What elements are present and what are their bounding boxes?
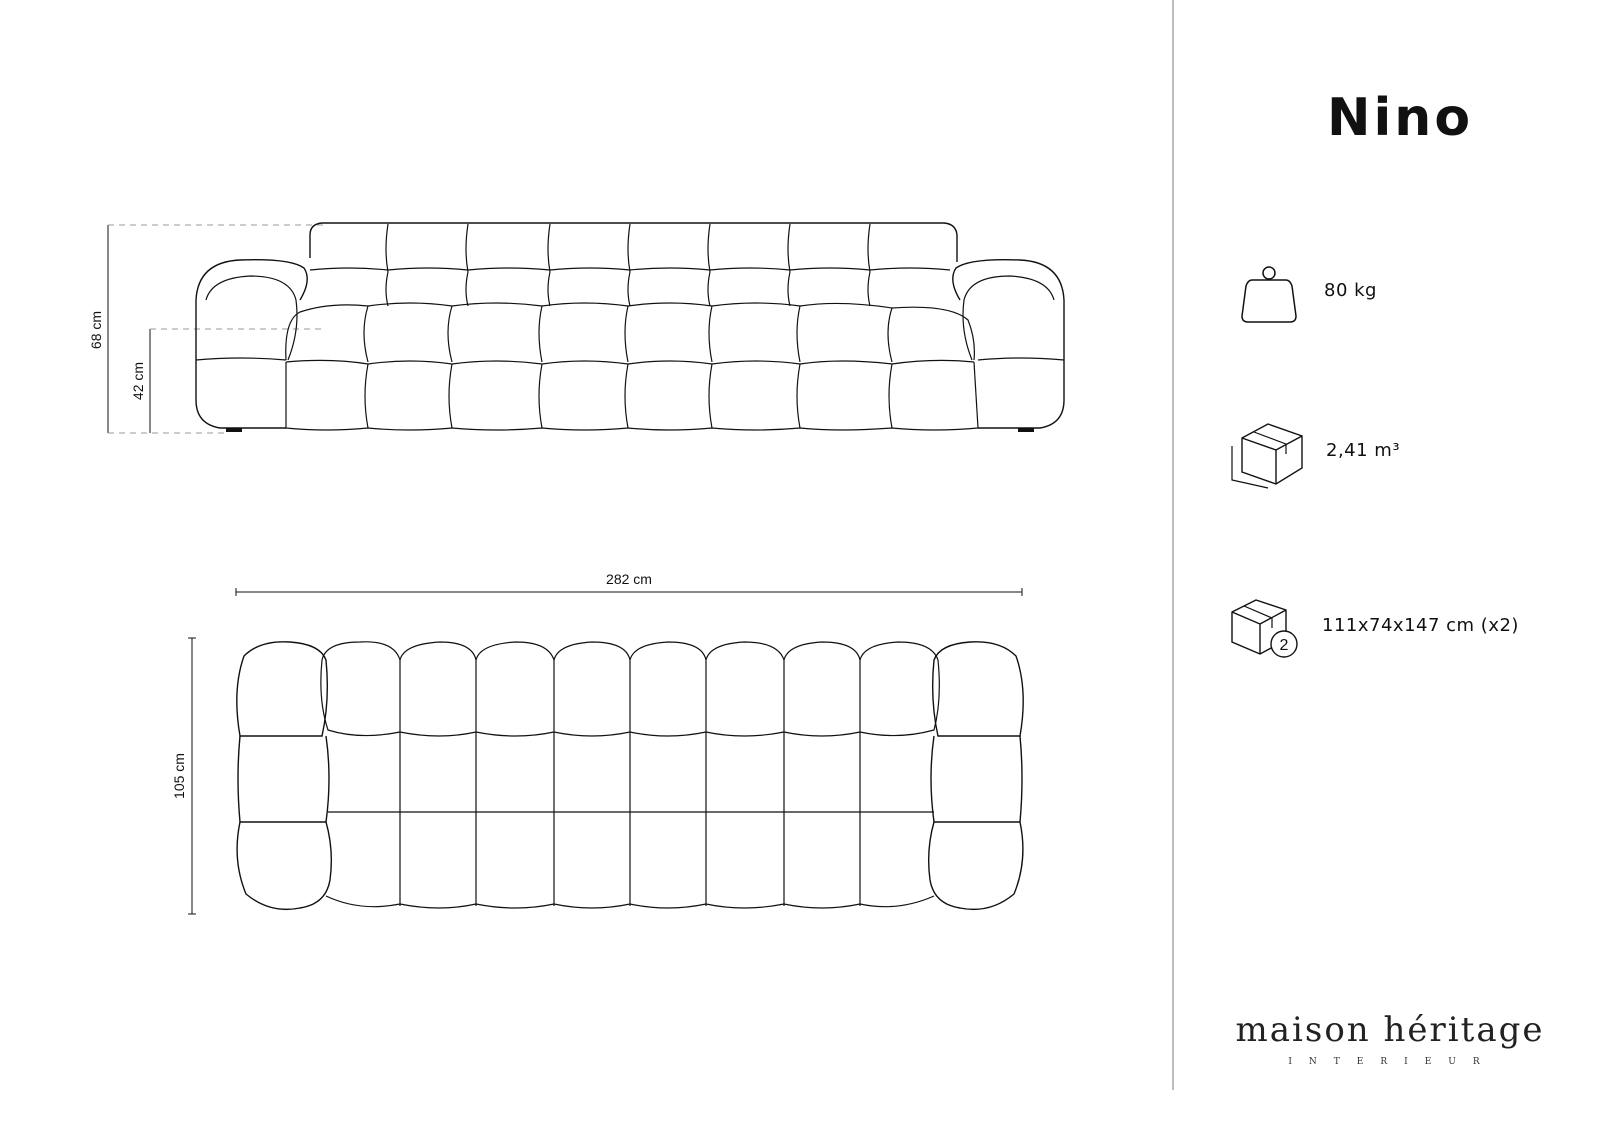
back-cushions-top	[321, 642, 939, 736]
seat-cushions	[286, 303, 978, 430]
volume-value: 2,41 m³	[1326, 440, 1401, 461]
right-arm	[953, 260, 1064, 428]
seat-height-label: 42 cm	[130, 361, 146, 401]
weight-icon	[1240, 264, 1298, 326]
guide-lines	[108, 225, 325, 433]
volume-box-icon	[1228, 414, 1304, 490]
height-total-label: 68 cm	[88, 310, 104, 350]
backrest-tufts	[310, 224, 950, 306]
package-box-icon	[1228, 594, 1308, 664]
brand-subtitle: INTERIEUR	[1288, 1057, 1497, 1067]
left-arm-top	[237, 642, 332, 910]
package-count-badge: 2	[1279, 637, 1289, 654]
seat-grid-top	[326, 732, 934, 908]
top-view	[188, 588, 1023, 914]
weight-value: 80 kg	[1324, 280, 1377, 301]
width-dimension	[236, 588, 1022, 596]
brand-logo: maison héritage	[1235, 1010, 1545, 1050]
left-arm	[196, 260, 307, 428]
width-label: 282 cm	[606, 571, 652, 587]
package-value: 111x74x147 cm (x2)	[1322, 615, 1519, 636]
product-title: Nino	[1326, 88, 1474, 148]
right-arm-top	[929, 642, 1024, 910]
height-dimension	[108, 225, 150, 433]
backrest-outline	[310, 223, 957, 262]
front-view	[108, 223, 1064, 433]
depth-label: 105 cm	[171, 753, 187, 799]
depth-dimension	[188, 638, 196, 914]
divider	[1172, 0, 1174, 1090]
